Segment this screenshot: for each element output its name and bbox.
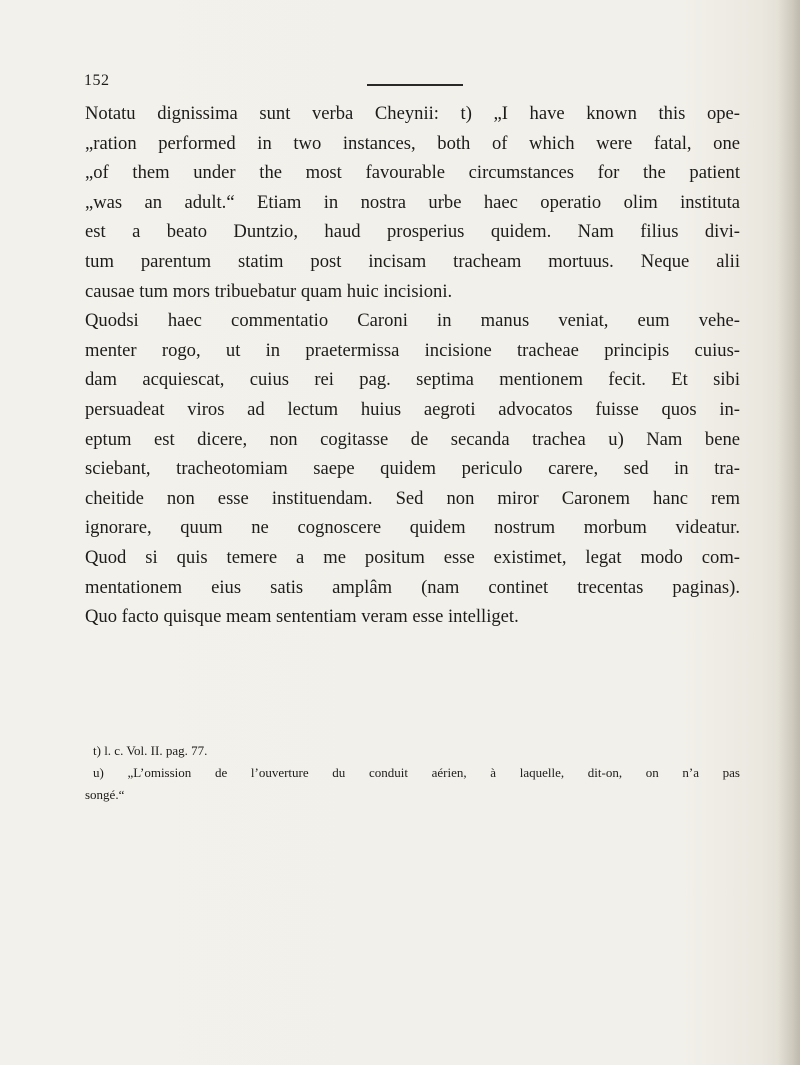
text-line: persuadeat viros ad lectum huius aegroti advocatos fuisse quos in- xyxy=(85,398,740,420)
text-line: mentationem eius satis amplâm (nam continet trecentas paginas). xyxy=(85,576,740,598)
text-line: ignorare, quum ne cognoscere quidem nostrum morbum videatur. xyxy=(85,517,740,539)
text-line: sciebant, tracheotomiam saepe quidem periculo carere, sed in tra- xyxy=(85,458,740,480)
page-edge-shadow xyxy=(778,0,800,1065)
text-line: „of them under the most favourable circumstances for the patient xyxy=(85,162,740,184)
footnote-u: u) „L’omission de l’ouverture du conduit aérien, à laquelle, dit-on, on n’a pas xyxy=(93,765,740,780)
footnote-u-continuation: songé.“ xyxy=(85,787,125,802)
text-line: menter rogo, ut in praetermissa incisione tracheae principis cuius- xyxy=(85,339,740,361)
text-line: Quo facto quisque meam sententiam veram esse intelliget. xyxy=(85,606,519,628)
page-number: 152 xyxy=(84,72,110,89)
text-line: tum parentum statim post incisam tracheam mortuus. Neque alii xyxy=(85,250,740,272)
body-text xyxy=(85,99,740,632)
text-line: „was an adult.“ Etiam in nostra urbe haec operatio olim instituta xyxy=(85,191,740,213)
text-line: Quodsi haec commentatio Caroni in manus veniat, eum vehe- xyxy=(85,310,740,332)
text-line: est a beato Duntzio, haud prosperius quidem. Nam filius divi- xyxy=(85,221,740,243)
text-line: eptum est dicere, non cogitasse de secanda trachea u) Nam bene xyxy=(85,428,740,450)
header-rule xyxy=(367,84,463,86)
text-line: „ration performed in two instances, both of which were fatal, one xyxy=(85,132,740,154)
footnotes xyxy=(85,740,740,806)
text-line: Quod si quis temere a me positum esse existimet, legat modo com- xyxy=(85,546,740,568)
text-line: causae tum mors tribuebatur quam huic incisioni. xyxy=(85,280,453,302)
text-line: cheitide non esse instituendam. Sed non miror Caronem hanc rem xyxy=(85,487,740,509)
text-line: dam acquiescat, cuius rei pag. septima mentionem fecit. Et sibi xyxy=(85,369,740,391)
footnote-t: t) l. c. Vol. II. pag. 77. xyxy=(93,743,208,758)
text-line: Notatu dignissima sunt verba Cheynii: t) „I have known this ope- xyxy=(85,103,740,124)
